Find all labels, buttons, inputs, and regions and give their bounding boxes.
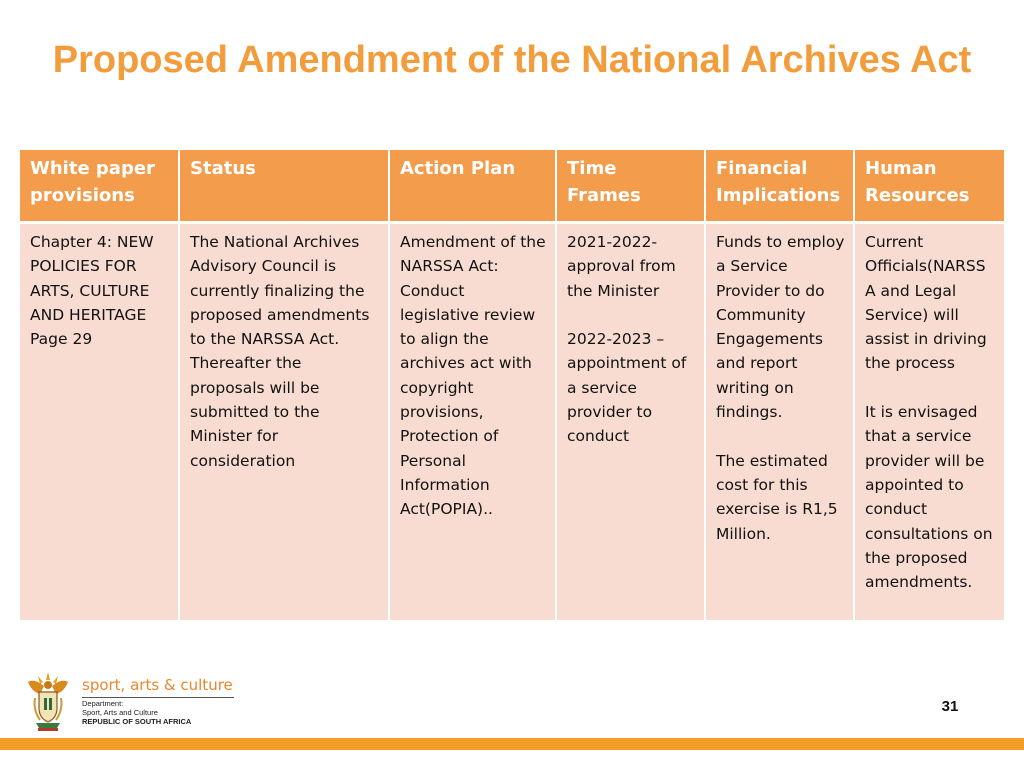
- cell-white-paper-provisions: Chapter 4: NEW POLICIES FOR ARTS, CULTURE AND HERITAGE Page 29: [20, 223, 179, 620]
- coat-of-arms-icon: [24, 668, 72, 732]
- header-human-resources: Human Resources: [854, 150, 1004, 223]
- table-row: [20, 223, 1004, 620]
- brand-divider: [82, 697, 234, 698]
- amendment-table-grid: [20, 150, 1004, 620]
- slide-title: Proposed Amendment of the National Archives Act: [52, 39, 972, 81]
- header-white-paper-provisions: White paper provisions: [20, 150, 179, 223]
- page-number: 31: [941, 698, 959, 715]
- table-header-row: [20, 150, 1004, 223]
- cell-human-resources: Current Officials(NARSSA and Legal Service) will assist in driving the process It is envisaged that a service provider will be appointed to conduct consultations on the proposed amendments.: [854, 223, 1004, 620]
- department-name: Sport, Arts and Culture: [82, 708, 158, 717]
- header-action-plan: Action Plan: [389, 150, 556, 223]
- amendment-table: [20, 150, 1004, 620]
- footer-accent-bar: [0, 738, 1024, 750]
- cell-action-plan: Amendment of the NARSSA Act: Conduct legislative review to align the archives act with copyright provisions, Protection of Personal Information Act(POPIA)..: [389, 223, 556, 620]
- department-logo: [24, 668, 244, 734]
- cell-status: The National Archives Advisory Council is currently finalizing the proposed amendments to the NARSSA Act. Thereafter the proposals will be submitted to the Minister for consideration: [179, 223, 389, 620]
- header-time-frames: Time Frames: [556, 150, 705, 223]
- country-name: REPUBLIC OF SOUTH AFRICA: [82, 717, 192, 726]
- cell-financial-implications: Funds to employ a Service Provider to do Community Engagements and report writing on findings. The estimated cost for this exercise is R1,5 Million.: [705, 223, 854, 620]
- header-financial-implications: Financial Implications: [705, 150, 854, 223]
- department-label: Department:: [82, 699, 124, 708]
- brand-wordmark: sport, arts & culture: [82, 676, 233, 694]
- header-status: Status: [179, 150, 389, 223]
- cell-time-frames: 2021-2022- approval from the Minister 2022-2023 – appointment of a service provider to conduct: [556, 223, 705, 620]
